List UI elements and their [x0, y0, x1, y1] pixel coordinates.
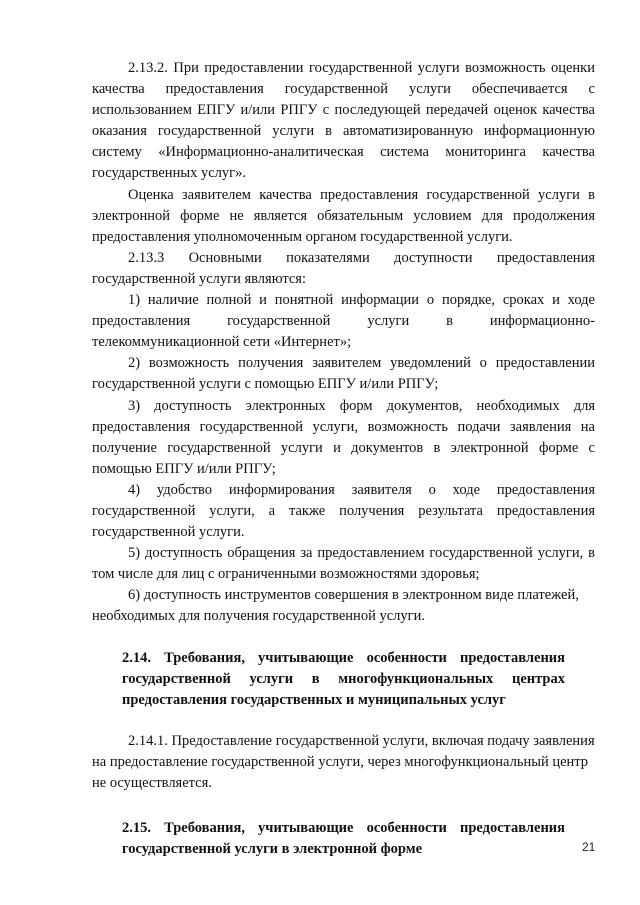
section-heading-2-14: 2.14. Требования, учитывающие особенности предоставления государственной услуги в многофункциональных центрах предоставления государственных и муниципальных услуг	[122, 649, 565, 708]
section-heading-2-15: 2.15. Требования, учитывающие особенности предоставления государственной услуги в электронной форме	[122, 819, 565, 857]
list-item-2: 2) возможность получения заявителем уведомлений о предоставлении государственной услуги с помощью ЕПГУ и/или РПГУ;	[92, 355, 595, 393]
document-page	[92, 58, 595, 860]
paragraph-evaluation: Оценка заявителем качества предоставления государственной услуги в электронной форме не является обязательным условием для продолжения предоставления уполномоченным органом государственной услуги.	[92, 186, 595, 245]
paragraph-2-13-3: 2.13.3 Основными показателями доступности предоставления государственной услуги являются:	[92, 249, 595, 287]
list-item-3: 3) доступность электронных форм документов, необходимых для предоставления государственной услуги, возможность подачи заявления на получение государственной услуги и документов в электронной форме с помощью ЕПГУ и/или РПГУ;	[92, 397, 595, 477]
list-item-5: 5) доступность обращения за предоставлением государственной услуги, в том числе для лиц с ограниченными возможностями здоровья;	[92, 545, 595, 583]
list-item-6: 6) доступность инструментов совершения в электронном виде платежей, необходимых для получения государственной услуги.	[92, 587, 579, 625]
paragraph-2-13-2: 2.13.2. При предоставлении государственной услуги возможность оценки качества предоставления государственной услуги обеспечивается с использованием ЕПГУ и/или РПГУ с последующей передачей оценок качества оказания государственной услуги в автоматизированную информационную систему «Информационно-аналитическая система мониторинга качества государственных услуг».	[92, 60, 595, 182]
page-number: 21	[582, 840, 596, 854]
list-item-4: 4) удобство информирования заявителя о ходе предоставления государственной услуги, а также получения результата предоставления государственной услуги.	[92, 481, 595, 541]
paragraph-2-14-1: 2.14.1. Предоставление государственной услуги, включая подачу заявления на предоставление государственной услуги, через многофункциональный центр не осуществляется.	[92, 732, 595, 791]
list-item-1: 1) наличие полной и понятной информации о порядке, сроках и ходе предоставления государственной услуги в информационно-телекоммуникационной сети «Интернет»;	[92, 292, 595, 351]
